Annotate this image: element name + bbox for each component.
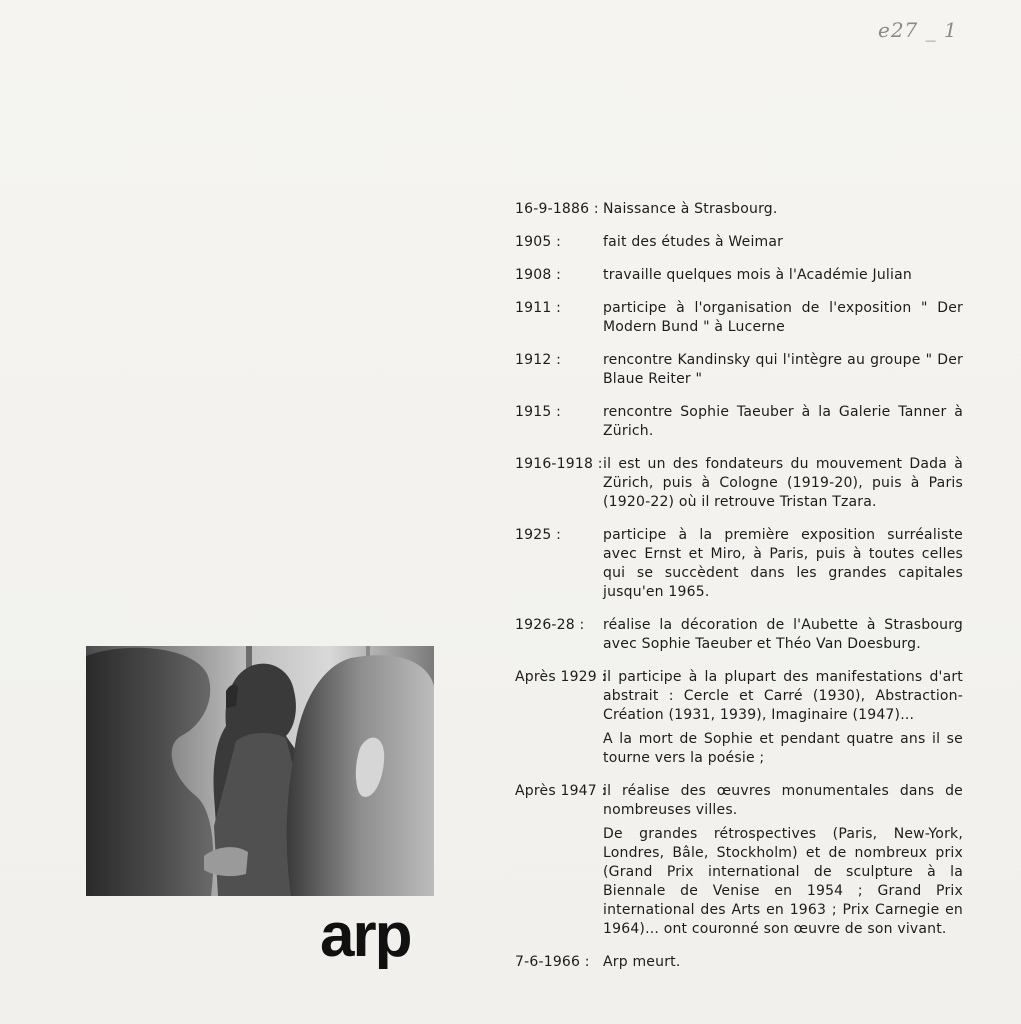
chronology-entry [515, 233, 963, 252]
entry-text: De grandes rétrospectives (Paris, New-York, Londres, Bâle, Stockholm) et de nombreux prix (Grand Prix international de sculpture à la Biennale de Venise en 1954 ; Grand Prix international des Arts en 1963 ; Prix Carnegie en 1964)... ont couronné son œuvre de son vivant. [603, 826, 963, 937]
entry-date: 1911 : [515, 300, 561, 316]
entry-text: rencontre Sophie Taeuber à la Galerie Tanner à Zürich. [603, 404, 963, 439]
chronology-entry [515, 526, 963, 602]
entry-text: A la mort de Sophie et pendant quatre ans il se tourne vers la poésie ; [603, 731, 963, 766]
photo-of-artist-with-sculptures-icon [86, 646, 434, 896]
chronology-entry [515, 351, 963, 389]
handwritten-reference: e27 _ 1 [878, 18, 958, 42]
entry-date: 1915 : [515, 404, 561, 420]
chronology-entry [515, 782, 963, 939]
chronology-entry [515, 668, 963, 768]
entry-text: participe à l'organisation de l'exposition " Der Modern Bund " à Lucerne [603, 300, 963, 335]
chronology-list [515, 200, 963, 972]
entry-date: 1916-1918 : [515, 456, 603, 472]
chronology-entry [515, 616, 963, 654]
entry-text: participe à la première exposition surréaliste avec Ernst et Miro, à Paris, puis à toutes celles qui se succèdent dans les grandes capitales jusqu'en 1965. [603, 527, 963, 600]
entry-date: 1926-28 : [515, 617, 585, 633]
entry-text: rencontre Kandinsky qui l'intègre au groupe " Der Blaue Reiter " [603, 352, 963, 387]
entry-date: Après 1929 : [515, 669, 607, 685]
entry-date: 1912 : [515, 352, 561, 368]
entry-text: fait des études à Weimar [603, 234, 784, 250]
artist-photo [86, 646, 434, 896]
entry-date: 7-6-1966 : [515, 954, 590, 970]
entry-text: il est un des fondateurs du mouvement Dada à Zürich, puis à Cologne (1919-20), puis à Paris (1920-22) où il retrouve Tristan Tzara. [603, 456, 963, 510]
chronology-entry [515, 299, 963, 337]
entry-text: il participe à la plupart des manifestations d'art abstrait : Cercle et Carré (1930), Abstraction-Création (1931, 1939), Imaginaire (1947)... [603, 669, 963, 723]
artist-name-logo: arp [320, 901, 411, 970]
chronology-entry [515, 455, 963, 512]
entry-date: 1908 : [515, 267, 561, 283]
entry-date: 1905 : [515, 234, 561, 250]
chronology-entry [515, 403, 963, 441]
chronology-entry [515, 200, 963, 219]
chronology-entry [515, 953, 963, 972]
entry-text: Arp meurt. [603, 954, 681, 970]
chronology-entry [515, 266, 963, 285]
entry-date: Après 1947 : [515, 783, 607, 799]
entry-date: 16-9-1886 : [515, 201, 599, 217]
entry-date: 1925 : [515, 527, 561, 543]
entry-text: travaille quelques mois à l'Académie Julian [603, 267, 912, 283]
entry-text: il réalise des œuvres monumentales dans de nombreuses villes. [603, 783, 963, 818]
entry-text: Naissance à Strasbourg. [603, 201, 778, 217]
entry-text: réalise la décoration de l'Aubette à Strasbourg avec Sophie Taeuber et Théo Van Doesburg. [603, 617, 963, 652]
